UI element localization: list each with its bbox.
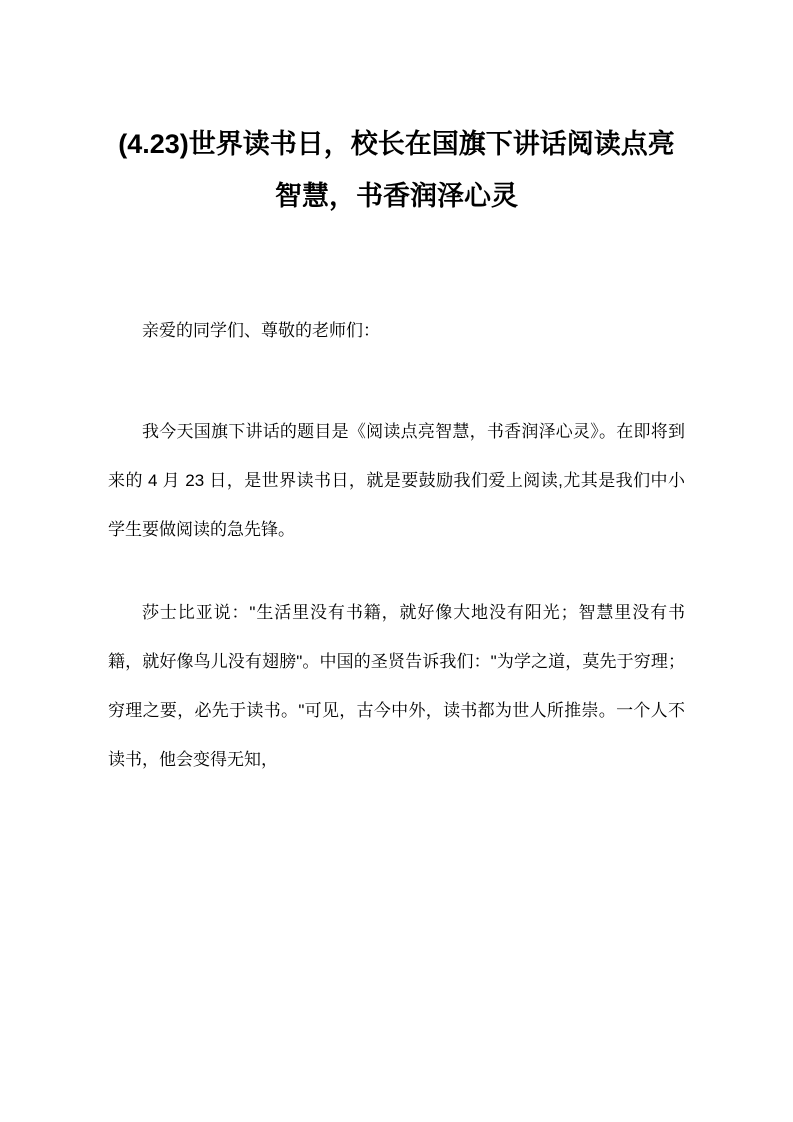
paragraph-2: 莎士比亚说："生活里没有书籍，就好像大地没有阳光；智慧里没有书籍，就好像鸟儿没有翅膀"。中国的圣贤告诉我们："为学之道，莫先于穷理；穷理之要，必先于读书。"可见，古今中外，读书都为世人所推崇。一个人不读书，他会变得无知， [108,603,685,769]
salutation-line: 亲爱的同学们、尊敬的老师们： [142,321,380,340]
page-title: (4.23)世界读书日，校长在国旗下讲话阅读点亮智慧，书香润泽心灵 [118,129,675,211]
paragraph-1: 我今天国旗下讲话的题目是《阅读点亮智慧，书香润泽心灵》。在即将到来的 4 月 23 日，是世界读书日，就是要鼓励我们爱上阅读,尤其是我们中小学生要做阅读的急先锋。 [108,422,685,539]
document-body [108,306,685,784]
